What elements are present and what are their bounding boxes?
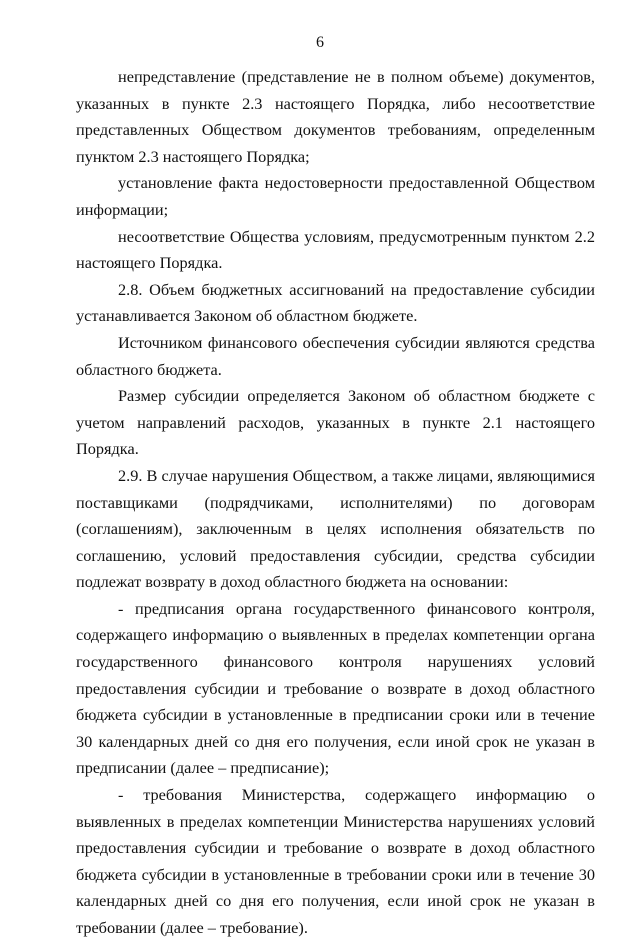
page-number: 6 — [316, 34, 324, 51]
paragraph-funding-source: Источником финансового обеспечения субсидии являются средства областного бюджета. — [76, 332, 595, 379]
paragraph-ministry-demand: - требования Министерства, содержащего информацию о выявленных в пределах компетенции Министерства нарушениях условий предоставления субсидии и требование о возврате в доход областного бюджета субсидии в установленные в требовании сроки или в течение 30 календарных дней со дня его получения, если иной срок не указан в требовании (далее – требование). — [76, 785, 595, 937]
paragraph-false-information: установление факта недостоверности предоставленной Обществом информации; — [76, 173, 595, 219]
paragraph-nonsubmission-documents: непредставление (представление не в полном объеме) документов, указанных в пункте 2.3 настоящего Порядка, либо несоответствие представленных Обществом документов требованиям, определенным пунктом 2.3 настоящего Порядка; — [76, 67, 595, 166]
paragraph-2-9-violation-return: 2.9. В случае нарушения Обществом, а также лицами, являющимися поставщиками (подрядчиками, исполнителями) по договорам (соглашениям), заключенным в целях исполнения обязательств по соглашению, условий предоставления субсидии, средства субсидии подлежат возврату в доход областного бюджета на основании: — [76, 465, 595, 592]
paragraph-noncompliance-conditions: несоответствие Общества условиям, предусмотренным пунктом 2.2 настоящего Порядка. — [76, 226, 595, 273]
paragraph-2-8-budget-volume: 2.8. Объем бюджетных ассигнований на предоставление субсидии устанавливается Законом об областном бюджете. — [76, 279, 595, 326]
paragraph-subsidy-amount: Размер субсидии определяется Законом об областном бюджете с учетом направлений расходов, указанных в пункте 2.1 настоящего Порядка. — [76, 386, 595, 459]
document-body — [76, 64, 595, 942]
paragraph-financial-control-order: - предписания органа государственного финансового контроля, содержащего информацию о выявленных в пределах компетенции органа государственного финансового контроля нарушениях условий предоставления субсидии и требование о возврате в доход областного бюджета субсидии в установленные в предписании сроки или в течение 30 календарных дней со дня его получения, если иной срок не указан в предписании (далее – предписание); — [76, 598, 595, 778]
